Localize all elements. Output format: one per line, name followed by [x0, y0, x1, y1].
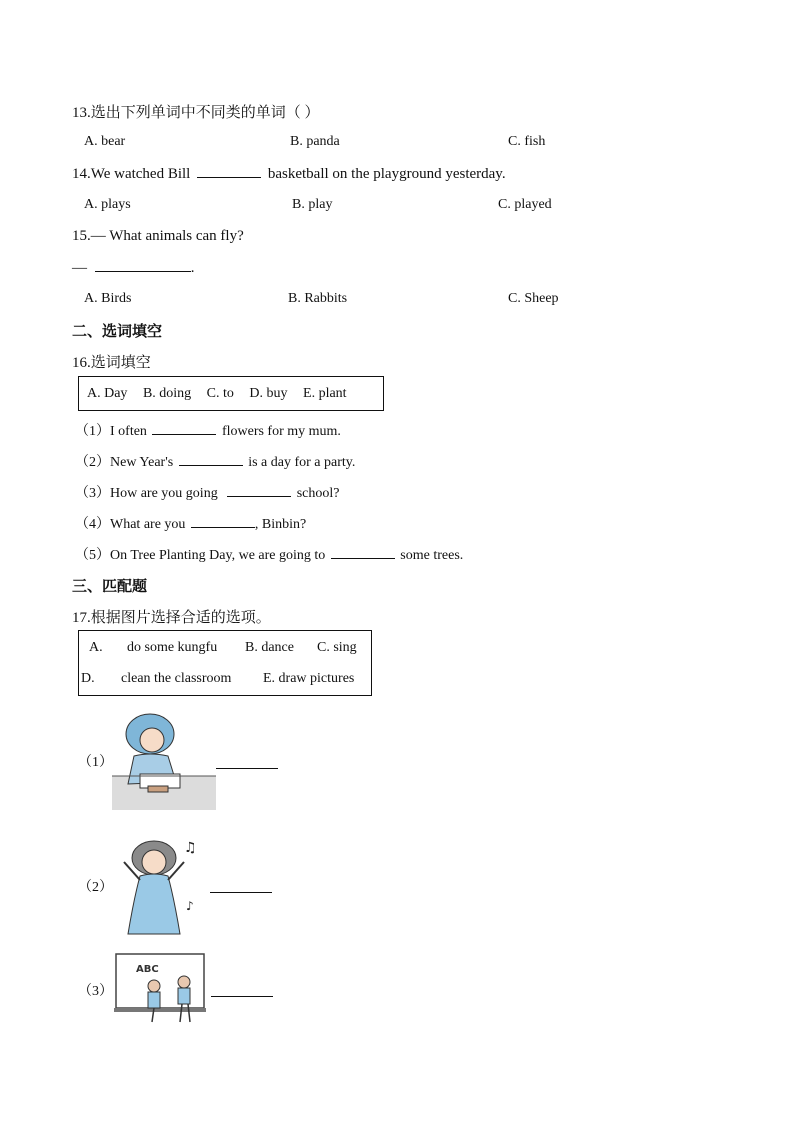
- word-e: E. plant: [303, 386, 347, 401]
- q15-answer-period: .: [190, 260, 195, 276]
- svg-text:♫: ♫: [184, 840, 197, 856]
- picture-3-answer-blank[interactable]: [211, 984, 273, 997]
- q16-item-5: [75, 544, 463, 564]
- q16-item-4: [75, 513, 306, 533]
- q16-item-4-blank[interactable]: [191, 515, 255, 528]
- word-b: B. doing: [142, 386, 192, 401]
- item-text-before: New Year's: [110, 455, 174, 470]
- item-number: （3）: [75, 486, 110, 501]
- phrase-d-label: D.: [81, 671, 95, 686]
- q14-stem-before: 14.We watched Bill: [72, 166, 191, 182]
- q15-option-b[interactable]: B. Rabbits: [288, 291, 348, 306]
- q14-option-c[interactable]: C. played: [498, 197, 552, 212]
- q16-item-2: [75, 451, 355, 471]
- q14-stem-after: basketball on the playground yesterday.: [267, 166, 506, 182]
- q15-answer-dash: —: [72, 260, 87, 276]
- q16-item-5-blank[interactable]: [331, 546, 395, 559]
- q14-option-b[interactable]: B. play: [292, 197, 333, 212]
- item-text-before: What are you: [110, 517, 186, 532]
- picture-2-number: （2）: [78, 880, 113, 895]
- q16-item-3: [75, 482, 339, 502]
- q14-option-a[interactable]: A. plays: [84, 197, 131, 212]
- kids-cleaning-board-icon: [114, 952, 206, 1026]
- word-a: A. Day: [87, 386, 128, 401]
- q15-answer-blank[interactable]: [95, 259, 191, 272]
- phrase-b: B. dance: [245, 640, 294, 655]
- item-text-after: school?: [296, 486, 340, 501]
- q16-item-1-blank[interactable]: [152, 422, 216, 435]
- q16-item-1: [75, 420, 341, 440]
- girl-singing-icon: [114, 838, 204, 938]
- item-text-before: How are you going: [110, 486, 218, 501]
- word-c: C. to: [206, 386, 234, 401]
- phrase-c: C. sing: [317, 640, 357, 655]
- picture-1-answer-blank[interactable]: [216, 756, 278, 769]
- phrase-a-label: A.: [89, 640, 103, 655]
- q13-stem: 13.选出下列单词中不同类的单词（ ）: [72, 105, 320, 121]
- q15-option-c[interactable]: C. Sheep: [508, 291, 559, 306]
- word-bank-box: [78, 376, 384, 411]
- girl-drawing-icon: [112, 712, 216, 810]
- item-text-after: , Binbin?: [254, 517, 307, 532]
- q17-title: 17.根据图片选择合适的选项。: [72, 610, 271, 626]
- picture-2-answer-blank[interactable]: [210, 880, 272, 893]
- item-number: （4）: [75, 517, 110, 532]
- picture-1-number: （1）: [78, 755, 113, 770]
- q13-option-a[interactable]: A. bear: [84, 134, 126, 149]
- q13-option-c[interactable]: C. fish: [508, 134, 546, 149]
- item-text-before: On Tree Planting Day, we are going to: [110, 548, 326, 563]
- item-text-after: flowers for my mum.: [221, 424, 341, 439]
- item-number: （5）: [75, 548, 110, 563]
- item-number: （2）: [75, 455, 110, 470]
- phrase-d: clean the classroom: [121, 671, 232, 686]
- item-number: （1）: [75, 424, 110, 439]
- section-2-heading: 二、选词填空: [72, 322, 163, 340]
- phrase-bank-box: [78, 630, 372, 696]
- item-text-after: some trees.: [400, 548, 464, 563]
- q14-stem: [72, 165, 506, 183]
- board-text: ABC: [136, 964, 159, 975]
- q16-item-3-blank[interactable]: [227, 484, 291, 497]
- picture-3-number: （3）: [78, 984, 113, 999]
- svg-text:♪: ♪: [186, 899, 194, 913]
- q15-answer-line: [72, 259, 195, 277]
- q16-title: 16.选词填空: [72, 355, 151, 371]
- word-bank-list: [87, 386, 347, 402]
- item-text-after: is a day for a party.: [248, 455, 356, 470]
- q14-answer-blank[interactable]: [197, 165, 261, 178]
- q16-item-2-blank[interactable]: [179, 453, 243, 466]
- item-text-before: I often: [110, 424, 147, 439]
- q15-option-a[interactable]: A. Birds: [84, 291, 132, 306]
- phrase-a: do some kungfu: [127, 640, 218, 655]
- q13-option-b[interactable]: B. panda: [290, 134, 340, 149]
- q15-stem: 15.— What animals can fly?: [72, 228, 244, 244]
- phrase-e: E. draw pictures: [263, 671, 355, 686]
- word-d: D. buy: [249, 386, 288, 401]
- section-3-heading: 三、匹配题: [72, 577, 148, 595]
